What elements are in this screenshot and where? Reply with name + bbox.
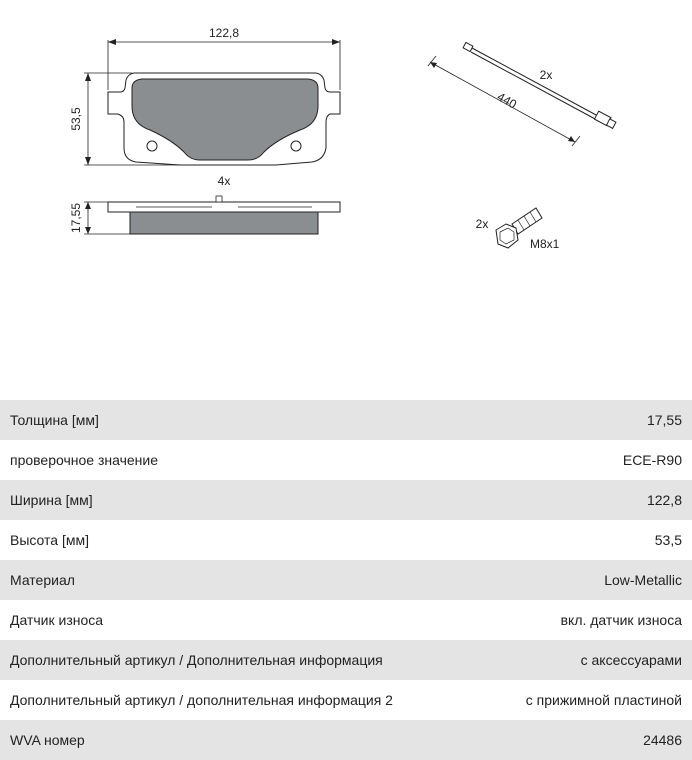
spec-row	[0, 640, 692, 680]
spec-label: Высота [мм]	[10, 532, 89, 548]
spec-value: Low-Metallic	[604, 572, 682, 588]
spec-row	[0, 680, 692, 720]
width-label: 122,8	[208, 26, 240, 40]
mounting-hole-right	[291, 141, 301, 151]
spec-value: 17,55	[646, 412, 682, 428]
bolt-head	[496, 224, 518, 248]
spec-label: Ширина [мм]	[10, 492, 93, 508]
bolt-thread-label: M8x1	[530, 237, 560, 251]
pad-side-view	[108, 196, 340, 234]
friction-material	[132, 79, 318, 160]
wear-sensor	[463, 42, 616, 128]
spec-value: 122,8	[646, 492, 682, 508]
height-label: 53,5	[69, 107, 83, 131]
spec-row	[0, 480, 692, 520]
spec-row	[0, 720, 692, 760]
spec-label: Дополнительный артикул / Дополнительная информация	[10, 652, 383, 668]
spec-row	[0, 400, 692, 440]
pad-top-view	[108, 73, 340, 165]
spec-row	[0, 600, 692, 640]
sensor-length-label: 440	[494, 89, 520, 112]
spec-value: 24486	[643, 732, 682, 748]
bolt-quantity: 2x	[475, 217, 489, 231]
thickness-label: 17,55	[69, 202, 83, 234]
spec-value: с прижимной пластиной	[525, 692, 682, 708]
spec-row	[0, 440, 692, 480]
spec-label: Толщина [мм]	[10, 412, 99, 428]
side-friction-layer	[130, 212, 318, 234]
spec-label: Дополнительный артикул / дополнительная информация 2	[10, 692, 393, 708]
spec-label: WVA номер	[10, 732, 85, 748]
spec-row	[0, 560, 692, 600]
sensor-quantity: 2x	[539, 68, 553, 82]
spec-value: ECE-R90	[622, 452, 682, 468]
spec-value: с аксессуарами	[580, 652, 682, 668]
pad-quantity: 4x	[217, 174, 231, 188]
specs-table	[0, 400, 692, 760]
spec-label: Датчик износа	[10, 612, 104, 628]
spec-row	[0, 520, 692, 560]
spec-label: проверочное значение	[10, 452, 159, 468]
spec-value: вкл. датчик износа	[560, 612, 682, 628]
spec-label: Материал	[10, 572, 75, 588]
spec-value: 53,5	[654, 532, 682, 548]
mounting-hole-left	[147, 141, 157, 151]
